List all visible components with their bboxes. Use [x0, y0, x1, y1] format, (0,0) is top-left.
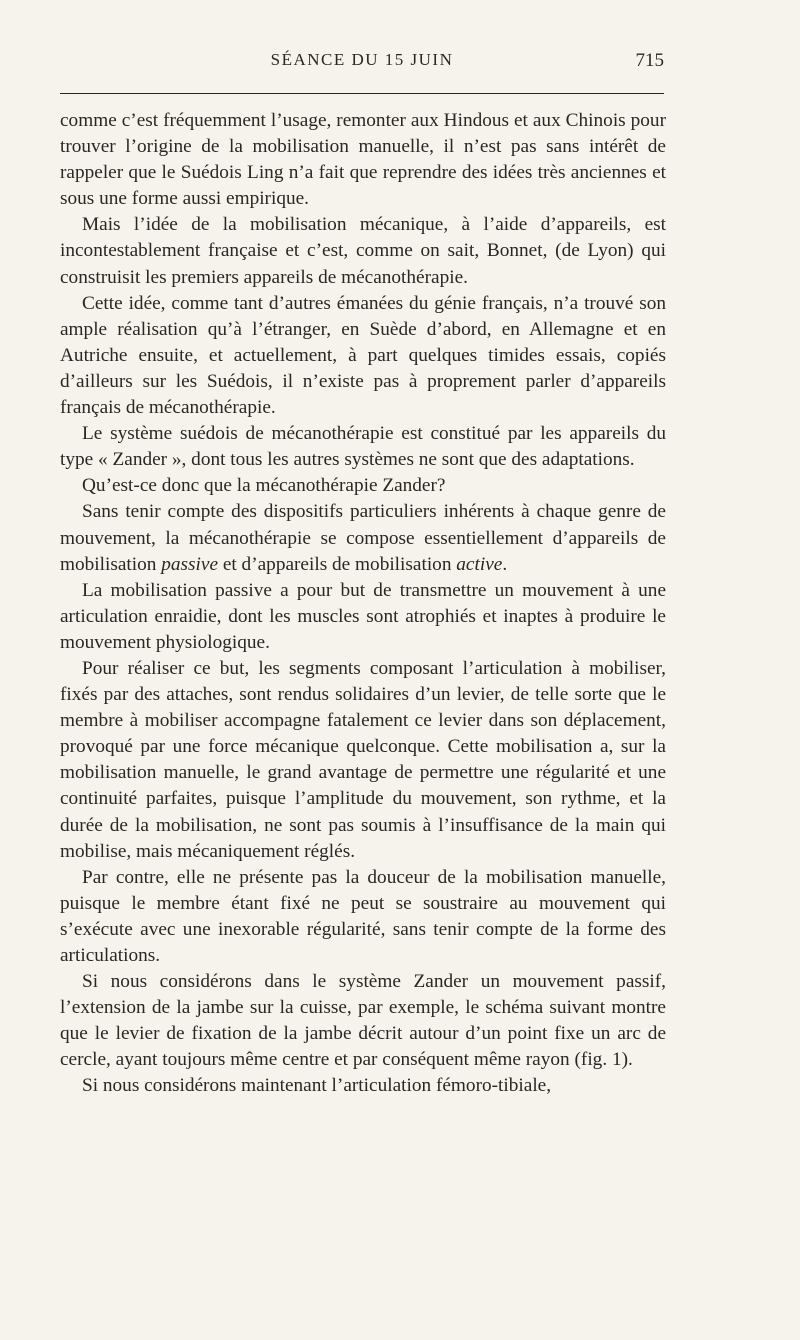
running-header [60, 50, 664, 78]
paragraph-10: Si nous considérons dans le système Zander un mouvement passif, l’extension de la jambe sur la cuisse, par exemple, le schéma suivant montre que le levier de fixation de la jambe décrit autour d’un point fixe un arc de cercle, ayant toujours même centre et par conséquent même rayon (fig. 1). [60, 971, 666, 1071]
paragraph-5: Qu’est-ce donc que la mécanothérapie Zander? [82, 475, 446, 497]
body-text [60, 108, 666, 1100]
paragraph-6-text-a: Sans tenir compte des dispositifs particuliers inhérents à chaque genre de mouvement, la mécanothérapie se compose essentiellement d’appareils de mobilisation [60, 501, 666, 575]
paragraph-8: Pour réaliser ce but, les segments composant l’articulation à mobiliser, fixés par des attaches, sont rendus solidaires d’un levier, de telle sorte que le membre à mobiliser accompagne fatalement ce levier dans son déplacement, provoqué par une force mécanique quelconque. Cette mobilisation a, sur la mobilisation manuelle, le grand avantage de permettre une régularité et une continuité parfaites, puisque l’amplitude du mouvement, son rythme, et la durée de la mobilisation, ne sont pas soumis à l’insuffisance de la main qui mobilise, mais mécaniquement réglés. [60, 657, 666, 862]
header-rule [60, 93, 664, 94]
paragraph-11: Si nous considérons maintenant l’articulation fémoro-tibiale, [82, 1075, 552, 1097]
paragraph-6 [60, 499, 666, 577]
paragraph-3: Cette idée, comme tant d’autres émanées du génie français, n’a trouvé son ample réalisation qu’à l’étranger, en Suède d’abord, en Allemagne et en Autriche ensuite, et actuellement, à part quelques timides essais, copiés d’ailleurs sur les Suédois, il n’existe pas à proprement parler d’appareils français de mécanothérapie. [60, 292, 666, 419]
emphasis-passive: passive [161, 553, 218, 575]
paragraph-7: La mobilisation passive a pour but de transmettre un mouvement à une articulation enraidie, dont les muscles sont atrophiés et inaptes à produire le mouvement physiologique. [60, 579, 666, 653]
paragraph-6-text-c: . [502, 553, 508, 575]
paragraph-1: comme c’est fréquemment l’usage, remonter aux Hindous et aux Chinois pour trouver l’origine de la mobilisation manuelle, il n’est pas sans intérêt de rappeler que le Suédois Ling n’a fait que reprendre des idées très anciennes et sous une forme aussi empirique. [60, 110, 666, 210]
header-title: SÉANCE DU 15 JUIN [270, 50, 454, 69]
paragraph-2: Mais l’idée de la mobilisation mécanique, à l’aide d’appareils, est incontestablement française et c’est, comme on sait, Bonnet, (de Lyon) qui construisit les premiers appareils de mécanothérapie. [60, 214, 666, 288]
paragraph-4: Le système suédois de mécanothérapie est constitué par les appareils du type « Zander », dont tous les autres systèmes ne sont que des adaptations. [60, 423, 666, 471]
paragraph-6-text-b: et d’appareils de mobilisation [218, 553, 457, 575]
paragraph-9: Par contre, elle ne présente pas la douceur de la mobilisation manuelle, puisque le membre étant fixé ne peut se soustraire au mouvement qui s’exécute avec une inexorable régularité, sans tenir compte de la forme des articulations. [60, 866, 666, 966]
page-number: 715 [635, 50, 664, 71]
emphasis-active: active [456, 553, 503, 575]
